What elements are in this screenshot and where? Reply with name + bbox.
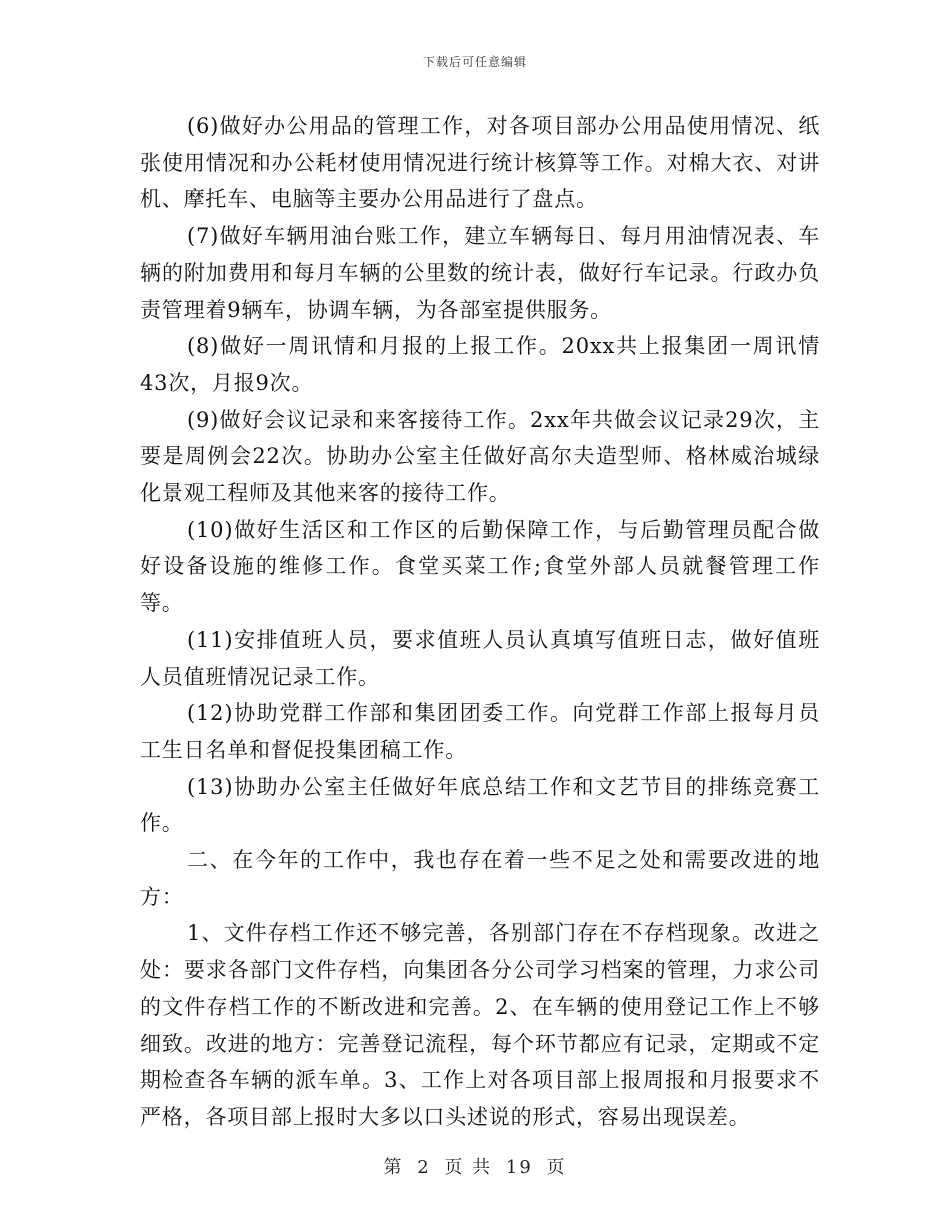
paragraph-item-13: (13)协助办公室主任做好年底总结工作和文艺节目的排练竞赛工作。 — [140, 774, 820, 836]
page-header: 下载后可任意编辑 — [422, 55, 527, 69]
footer-page-number: 2 — [417, 1157, 431, 1178]
paragraph-improvements: 1、文件存档工作还不够完善，各别部门存在不存档现象。改进之处：要求各部门文件存档，向集团各分公司学习档案的管理，力求公司的文件存档工作的不断改进和完善。2、在车辆的使用登记工作上不够细致。改进的地方：完善登记流程，每个环节都应有记录，定期或不定期检查各车辆的派车单。3、工作上对各项目部上报周报和月报要求不严格，各项目部上报时大多以口头述说的形式，容易出现误差。 — [140, 921, 820, 1129]
section-heading-improvements: 二、在今年的工作中，我也存在着一些不足之处和需要改进的地方： — [140, 848, 820, 909]
paragraph-item-6: (6)做好办公用品的管理工作，对各项目部办公用品使用情况、纸张使用情况和办公耗材使用情况进行统计核算等工作。对棉大衣、对讲机、摩托车、电脑等主要办公用品进行了盘点。 — [140, 114, 820, 212]
paragraph-item-10: (10)做好生活区和工作区的后勤保障工作，与后勤管理员配合做好设备设施的维修工作。食堂买菜工作;食堂外部人员就餐管理工作等。 — [140, 517, 820, 616]
footer-total-pages: 19 — [505, 1157, 533, 1178]
page-footer — [0, 1153, 950, 1179]
footer-suffix: 页 — [546, 1157, 567, 1178]
document-body — [140, 108, 820, 1136]
paragraph-item-8: (8)做好一周讯情和月报的上报工作。20xx共上报集团一周讯情43次，月报9次。 — [140, 334, 820, 395]
paragraph-item-9: (9)做好会议记录和来客接待工作。2xx年共做会议记录29次，主要是周例会22次。协助办公室主任做好高尔夫造型师、格林威治城绿化景观工程师及其他来客的接待工作。 — [140, 407, 820, 506]
paragraph-item-7: (7)做好车辆用油台账工作，建立车辆每日、每月用油情况表、车辆的附加费用和每月车辆的公里数的统计表，做好行车记录。行政办负责管理着9辆车，协调车辆，为各部室提供服务。 — [140, 224, 820, 322]
footer-prefix: 第 — [383, 1157, 404, 1178]
paragraph-item-11: (11)安排值班人员，要求值班人员认真填写值班日志，做好值班人员值班情况记录工作。 — [140, 627, 820, 689]
footer-middle: 页 共 — [444, 1157, 493, 1178]
paragraph-item-12: (12)协助党群工作部和集团团委工作。向党群工作部上报每月员工生日名单和督促投集团稿工作。 — [140, 701, 820, 762]
